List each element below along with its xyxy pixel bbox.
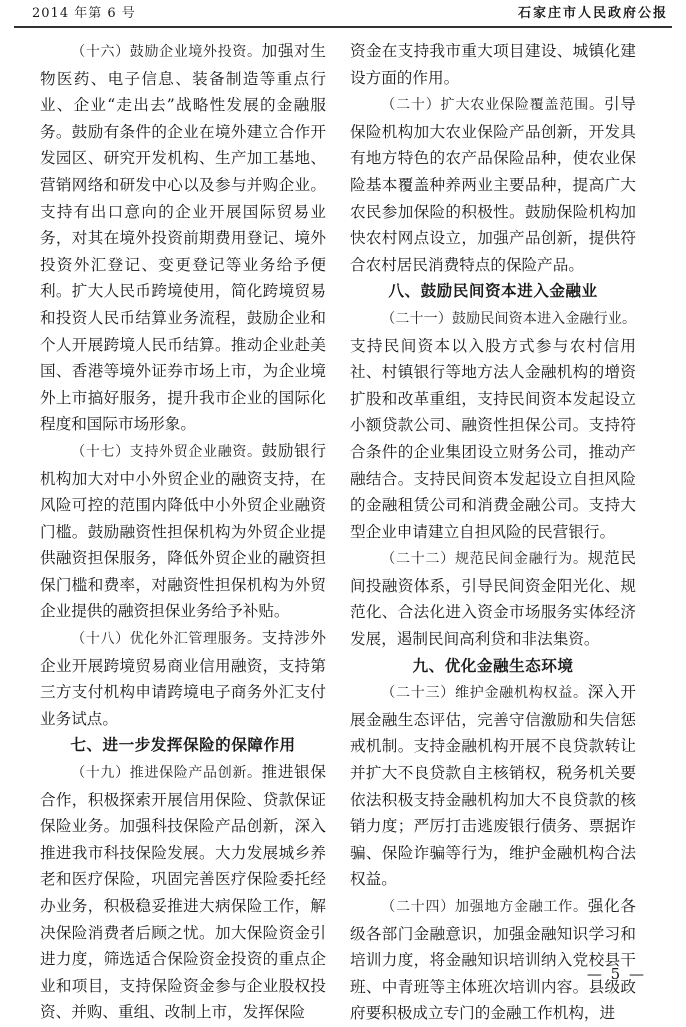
right-column: [350, 38, 636, 1027]
paragraph-text: 支持涉外企业开展跨境贸易商业信用融资，支持第三方支付机构申请跨境电子商务外汇支付业务试点。: [40, 629, 326, 728]
left-column: [40, 38, 326, 1026]
clause-heading: （二十二）规范民间金融行为。: [381, 551, 588, 568]
paragraph: [350, 679, 636, 893]
paragraph: [40, 38, 326, 438]
paragraph-text: 加强对生物医药、电子信息、装备制造等重点行业、企业“走出去”战略性发展的金融服务。鼓励有条件的企业在境外建立合作开发园区、研究开发机构、生产加工基地、营销网络和研发中心以及参与并购企业。支持有出口意向的企业开展国际贸易业务，对其在境外投资前期费用登记、境外投资外汇登记、变更登记等业务给予便利。扩大人民币跨境使用，简化跨境贸易和投资人民币结算业务流程，鼓励企业和个人开展跨境人民币结算。推动企业赴美国、香港等境外证券市场上市，为企业境外上市搞好服务，提升我市企业的国际化程度和国际市场形象。: [40, 42, 326, 434]
paragraph-text: 强化各级各部门金融意识，加强金融知识学习和培训力度，将金融知识培训纳入党校县干班、中青班等主体班次培训内容。县级政府要积极成立专门的金融工作机构，进: [350, 897, 636, 1023]
paragraph: [40, 438, 326, 625]
paragraph-text: 规范民间投融资体系，引导民间资金阳光化、规范化、合法化进入资金市场服务实体经济发展，遏制民间高利贷和非法集资。: [350, 549, 636, 649]
paragraph-text: 资金在支持我市重大项目建设、城镇化建设方面的作用。: [350, 42, 636, 87]
clause-heading: （十八）优化外汇管理服务。: [71, 631, 262, 648]
page-header: [14, 4, 672, 28]
paragraph: [40, 625, 326, 732]
paragraph: [350, 893, 636, 1027]
paragraph: [40, 759, 326, 1026]
journal-title: 石家庄市人民政府公报: [517, 6, 668, 21]
paragraph: [350, 545, 636, 652]
paragraph: [350, 38, 636, 91]
paragraph-text: 引导保险机构加大农业保险产品创新，开发具有地方特色的农产品保险品种，使农业保险基本覆盖种养两业主要品种，提高广大农民参加保险的积极性。鼓励保险机构加快农村网点设立，加强产品创新，提供符合农村居民消费特点的保险产品。: [350, 95, 636, 274]
paragraph-text: 推进银保合作，积极探索开展信用保险、贷款保证保险业务。加强科技保险产品创新，深入推进我市科技保险发展。大力发展城乡养老和医疗保险，巩固完善医疗保险委托经办业务，积极稳妥推进大病保险工作，解决保险消费者后顾之忧。加大保险资金引进力度，筛选适合保险资金投资的重点企业和项目，支持保险资金参与企业股权投资、并购、重组、改制上市，发挥保险: [40, 763, 326, 1022]
paragraph: [350, 91, 636, 278]
issue-number: 2014 年第 6 号: [32, 6, 136, 21]
page-number: — 5 —: [586, 965, 646, 983]
paragraph-text: 鼓励银行机构加大对中小外贸企业的融资支持，在风险可控的范围内降低中小外贸企业融资门槛。鼓励融资性担保机构为外贸企业提供融资担保服务，降低外贸企业的融资担保门槛和费率，对融资性担保机构为外贸企业提供的融资担保业务给予补贴。: [40, 441, 326, 621]
clause-heading: （十六）鼓励企业境外投资。: [71, 44, 262, 60]
clause-heading: （二十一）鼓励民间资本进入金融行业。: [381, 310, 636, 327]
section-heading: 八、鼓励民间资本进入金融业: [388, 282, 598, 301]
clause-heading: （二十四）加强地方金融工作。: [381, 899, 588, 915]
section-heading: 九、优化金融生态环境: [412, 656, 574, 675]
clause-heading: （二十三）维护金融机构权益。: [381, 685, 588, 702]
section-heading: 七、进一步发挥保险的保障作用: [70, 736, 296, 755]
clause-heading: （二十）扩大农业保险覆盖范围。: [381, 97, 604, 114]
paragraph: [350, 305, 636, 545]
paragraph-text: 支持民间资本以入股方式参与农村信用社、村镇银行等地方法人金融机构的增资扩股和改革重组，支持民间资本发起设立小额贷款公司、融资性担保公司。支持符合条件的企业集团设立财务公司，推动产融结合。支持民间资本发起设立自担风险的金融租赁公司和消费金融公司。支持大型企业申请建立自担风险的民营银行。: [350, 336, 636, 541]
clause-heading: （十九）推进保险产品创新。: [71, 765, 262, 782]
clause-heading: （十七）支持外贸企业融资。: [71, 443, 262, 460]
paragraph-text: 深入开展金融生态评估，完善守信激励和失信惩戒机制。支持金融机构开展不良贷款转让并扩大不良贷款自主核销权，税务机关要依法积极支持金融机构加大不良贷款的核销力度；严厉打击逃废银行债务、票据诈骗、保险诈骗等行为，维护金融机构合法权益。: [350, 683, 636, 889]
